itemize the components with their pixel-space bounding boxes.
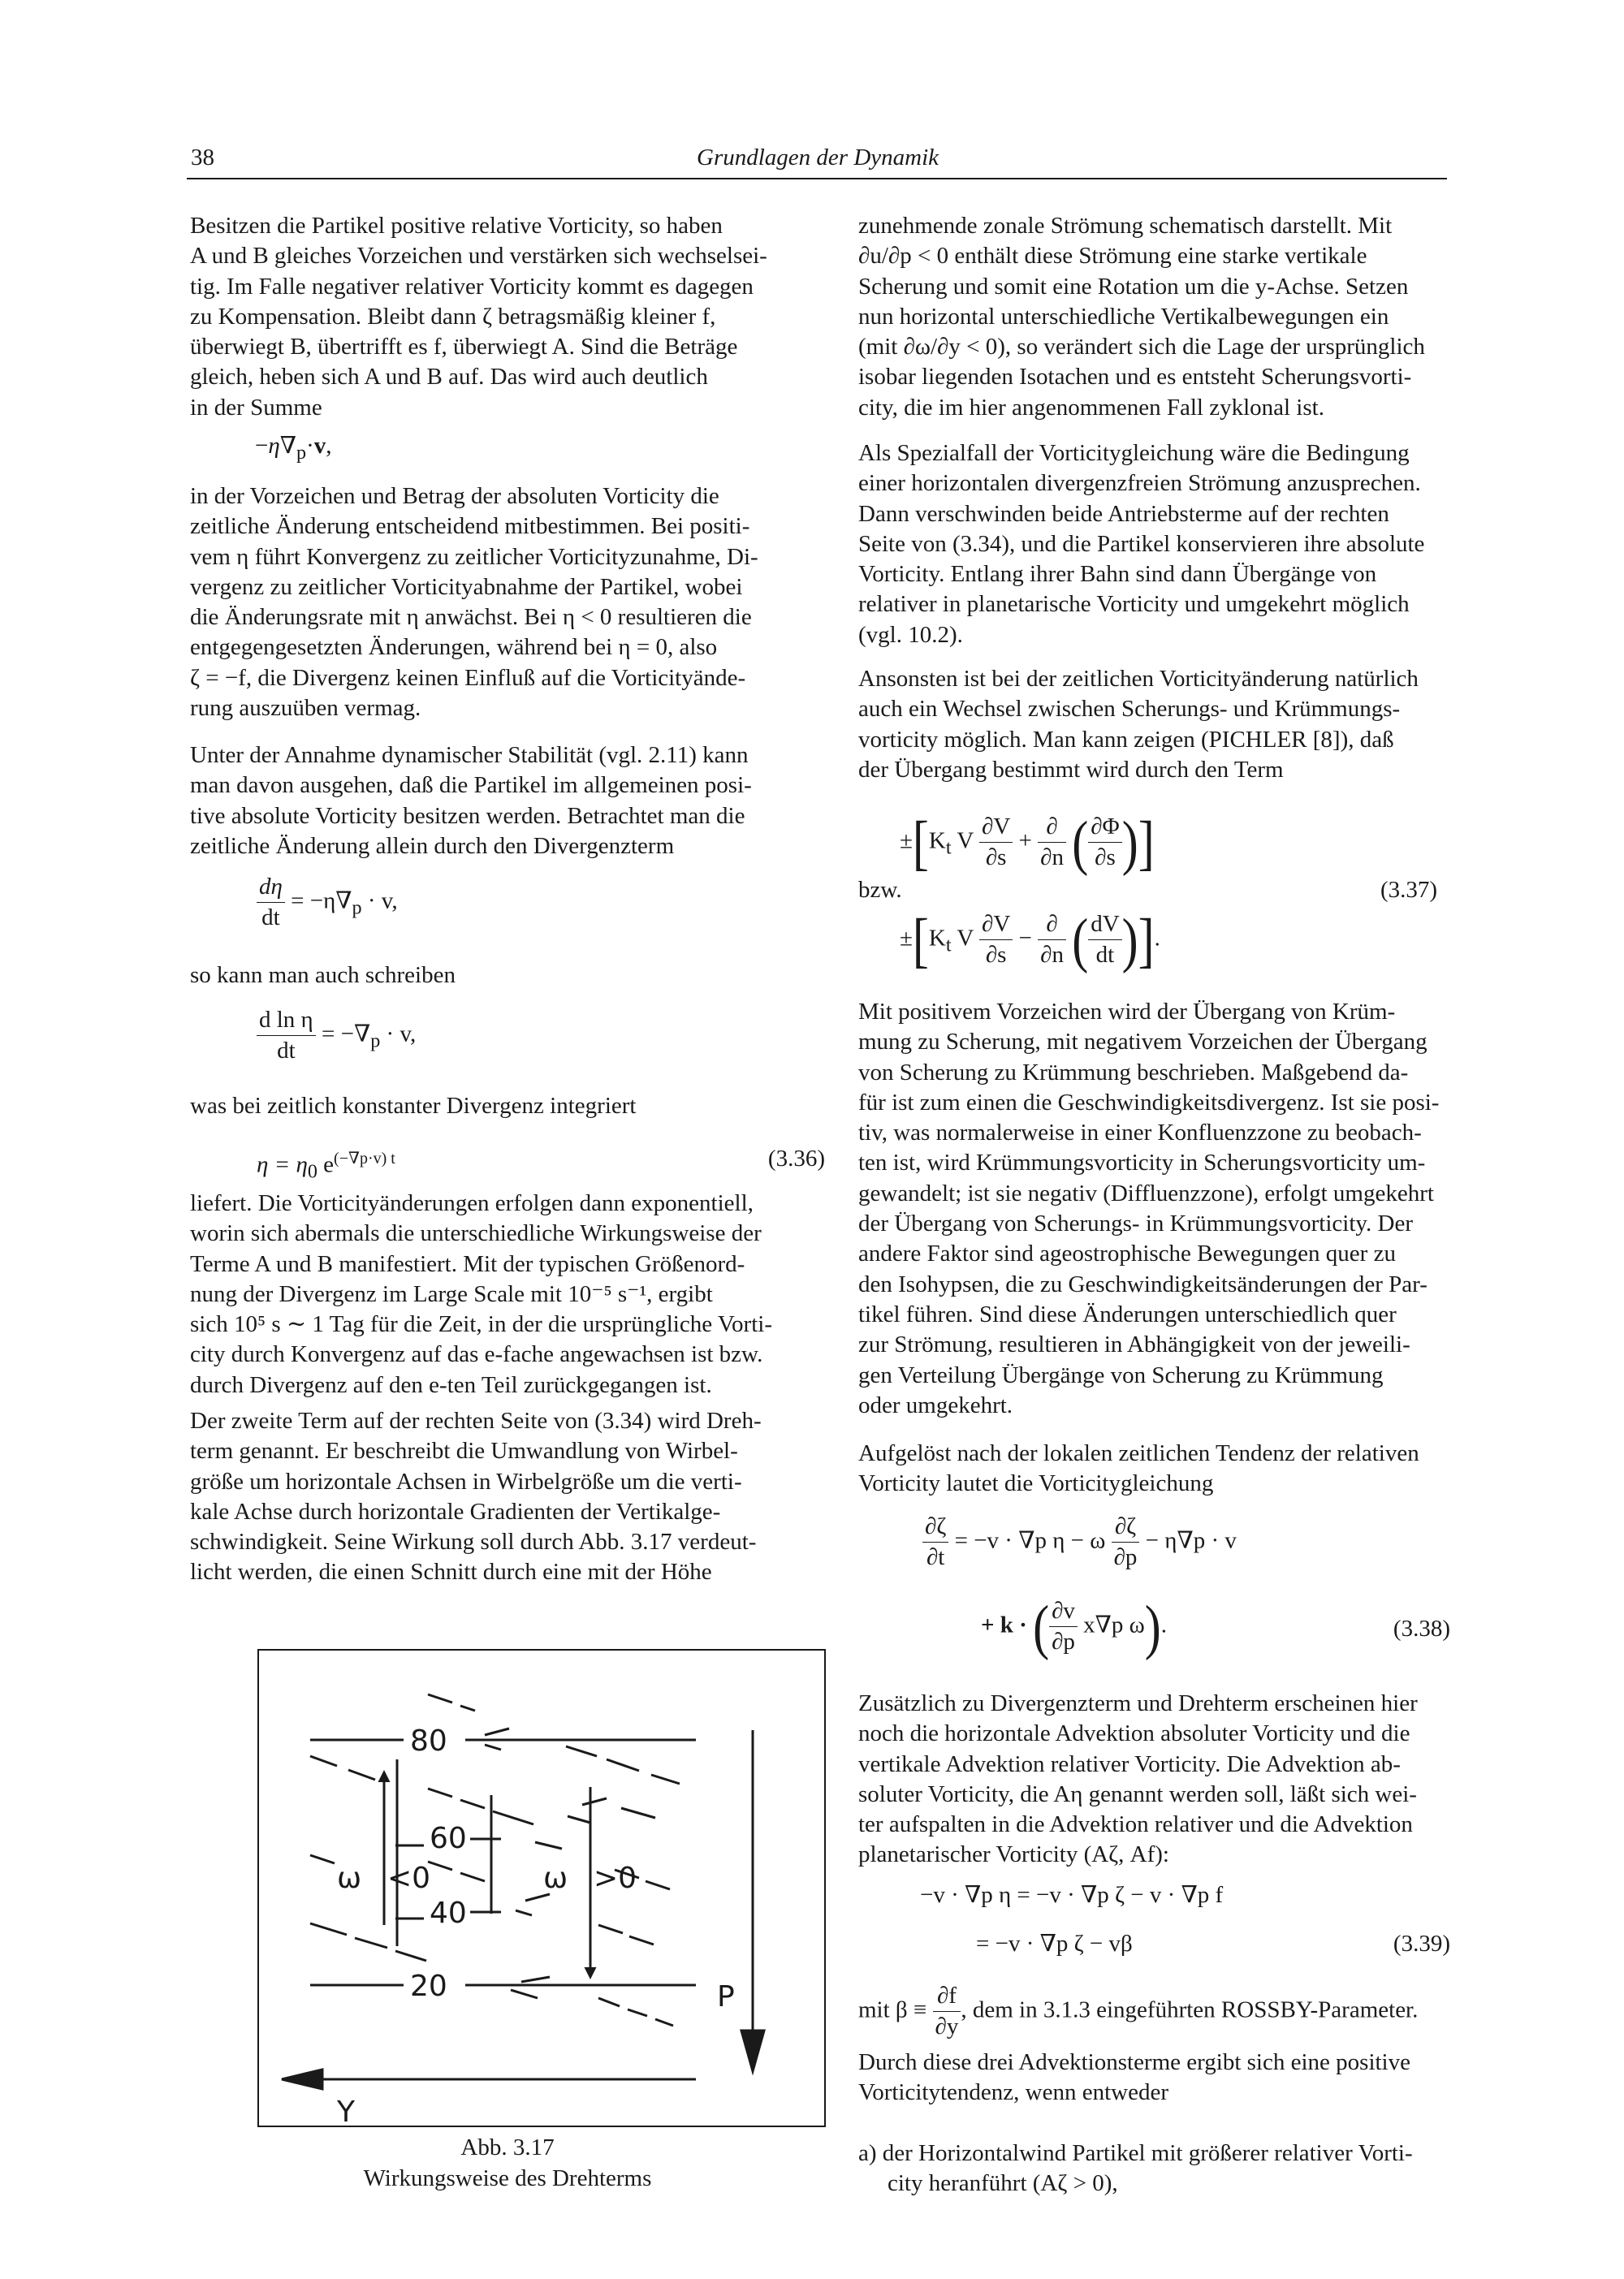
- text-line: Der zweite Term auf der rechten Seite von (3.34) wird Dreh-: [190, 1408, 762, 1434]
- beta-definition: mit β ≡ $\frac{\partial f}{\partial y}$ , dem in 3.1.3 eingeführten ROSSBY-Parameter.: [858, 1983, 1419, 2040]
- text-line: Mit positivem Vorzeichen wird der Übergang von Krüm-: [858, 999, 1396, 1025]
- text-line: für ist zum einen die Geschwindigkeitsdivergenz. Ist sie posi-: [858, 1089, 1440, 1116]
- text-line: relativer in planetarische Vorticity und umgekehrt möglich: [858, 591, 1410, 618]
- left-paragraph-4: so kann man auch schreiben: [190, 962, 456, 988]
- right-paragraph-6: [858, 1689, 1449, 1871]
- text-line: city, die im hier angenommenen Fall zyklonal ist.: [858, 394, 1324, 421]
- y-axis-label: Y: [337, 2096, 355, 2127]
- omega-condition-right: >0: [594, 1862, 637, 1895]
- text-line: a) der Horizontalwind Partikel mit größerer relativer Vorti-: [858, 2140, 1413, 2166]
- text-line: nung der Divergenz im Large Scale mit 10⁻⁵ s⁻¹, ergibt: [190, 1280, 713, 1307]
- text-line: Zusätzlich zu Divergenzterm und Drehterm erscheinen hier: [858, 1690, 1418, 1716]
- text-line: auch ein Wechsel zwischen Scherungs- und Krümmungs-: [858, 696, 1401, 723]
- equation-3-36: $\eta = \eta_0$ $e^{(-\nabla p\cdot v) t}$ (3.36): [257, 1146, 825, 1183]
- text-line: tikel führen. Sind diese Änderungen unterschiedlich quer: [858, 1301, 1397, 1327]
- fraction: $\frac{d\eta}{dt}$: [257, 872, 285, 934]
- text-line: A und B gleiches Vorzeichen und verstärken sich wechselsei-: [190, 243, 767, 270]
- text-line: Seite von (3.34), und die Partikel konservieren ihre absolute: [858, 530, 1425, 557]
- text-line: ter aufspalten in die Advektion relativer und die Advektion: [858, 1811, 1413, 1838]
- text-line: gen Verteilung Übergänge von Scherung zu Krümmung: [858, 1362, 1384, 1388]
- text-line: die Änderungsrate mit η anwächst. Bei η < 0 resultieren die: [190, 604, 752, 631]
- isobar-label-40: 40: [430, 1897, 467, 1930]
- text-line: den Isohypsen, die zu Geschwindigkeitsänderungen der Par-: [858, 1271, 1427, 1297]
- text-line: zeitliche Änderung allein durch den Divergenzterm: [190, 832, 675, 859]
- text-line: Als Spezialfall der Vorticitygleichung wäre die Bedingung: [858, 440, 1410, 466]
- text-line: in der Vorzeichen und Betrag der absoluten Vorticity die: [190, 483, 719, 509]
- fraction: $\frac{\text{d ln η}}{dt}$: [257, 1005, 316, 1067]
- equation-number: (3.38): [1393, 1616, 1450, 1642]
- text-line: zu Kompensation. Bleibt dann ζ betragsmäßig kleiner f,: [190, 303, 716, 330]
- figure-caption-number: Abb. 3.17: [460, 2134, 555, 2160]
- text-line: entgegengesetzten Änderungen, während bei η = 0, also: [190, 634, 718, 661]
- left-paragraph-2: [190, 481, 825, 723]
- equation-3-39-line-1: −v · ∇p η = −v · ∇p ζ − v · ∇p f: [920, 1882, 1224, 1908]
- text-line: mung zu Scherung, mit negativem Vorzeichen der Übergang: [858, 1029, 1427, 1055]
- right-paragraph-7: [858, 2048, 1449, 2109]
- equation-3-39-line-2: = −v · ∇p ζ − vβ (3.39): [976, 1929, 1450, 1959]
- isobar-label-20: 20: [410, 1970, 447, 2003]
- equation-3-38-line-1: $\frac{\partial\zeta}{\partial t}$ = −v · ∇p η − ω $\frac{\partial\zeta}{\partial p}$ − η∇p · v: [922, 1512, 1237, 1573]
- text-line: tiv, was normalerweise in einer Konfluenzzone zu beobach-: [858, 1120, 1422, 1146]
- text-line: einer horizontalen divergenzfreien Strömung anzusprechen.: [858, 470, 1421, 497]
- text-line: vorticity möglich. Man kann zeigen (PICHLER [8]), daß: [858, 726, 1394, 753]
- isobar-label-80: 80: [410, 1724, 447, 1758]
- left-paragraph-6: [190, 1189, 825, 1401]
- text-line: zunehmende zonale Strömung schematisch darstellt. Mit: [858, 213, 1393, 239]
- text-line: man davon ausgehen, daß die Partikel im allgemeinen posi-: [190, 772, 752, 799]
- text-line: (mit ∂ω/∂y < 0), so verändert sich die Lage der ursprünglich: [858, 334, 1425, 360]
- equation-dln-eta: $\frac{\text{d ln η}}{dt}$ = $-\nabla_p \cdot v$,: [257, 1005, 416, 1067]
- text-line: worin sich abermals die unterschiedliche Wirkungsweise der: [190, 1220, 762, 1247]
- text-line: gewandelt; ist sie negativ (Diffluenzzone), erfolgt umgekehrt: [858, 1180, 1434, 1206]
- text-line: kale Achse durch horizontale Gradienten der Vertikalge-: [190, 1498, 721, 1525]
- text-line: andere Faktor sind ageostrophische Bewegungen quer zu: [858, 1241, 1396, 1267]
- omega-label-left: ω: [337, 1862, 362, 1895]
- p-axis-label: P: [717, 1980, 735, 2014]
- right-paragraph-3: [858, 664, 1449, 785]
- text-line: nun horizontal unterschiedliche Vertikalbewegungen ein: [858, 303, 1389, 330]
- isobar-label-60: 60: [430, 1822, 467, 1855]
- text-line: in der Summe: [190, 394, 322, 421]
- text-line: der Übergang von Scherungs- in Krümmungsvorticity. Der: [858, 1211, 1413, 1237]
- text-line: Scherung und somit eine Rotation um die y-Achse. Setzen: [858, 273, 1409, 300]
- omega-label-right: ω: [543, 1862, 568, 1895]
- header-rule: [187, 178, 1447, 179]
- right-paragraph-1: [858, 211, 1449, 423]
- left-paragraph-5: was bei zeitlich konstanter Divergenz integriert: [190, 1093, 637, 1119]
- text-line: tig. Im Falle negativer relativer Vorticity kommt es dagegen: [190, 273, 754, 300]
- text-line: ζ = −f, die Divergenz keinen Einfluß auf die Vorticityände-: [190, 664, 746, 691]
- right-paragraph-5: [858, 1439, 1449, 1500]
- text-line: Durch diese drei Advektionsterme ergibt sich eine positive: [858, 2049, 1410, 2075]
- text-line: isobar liegenden Isotachen und es entsteht Scherungsvorti-: [858, 364, 1412, 391]
- text-line: vergenz zu zeitlicher Vorticityabnahme der Partikel, wobei: [190, 573, 743, 600]
- equation-number: (3.37): [1380, 877, 1438, 903]
- text-line: Besitzen die Partikel positive relative Vorticity, so haben: [190, 213, 723, 239]
- text-line: city heranführt (Aζ > 0),: [888, 2170, 1118, 2197]
- text-line: überwiegt B, übertrifft es f, überwiegt A. Sind die Beträge: [190, 334, 738, 360]
- text-line: vem η führt Konvergenz zu zeitlicher Vorticityzunahme, Di-: [190, 543, 758, 570]
- text-line: vertikale Advektion relativer Vorticity. Die Advektion ab-: [858, 1750, 1401, 1777]
- text-line: größe um horizontale Achsen in Wirbelgröße um die verti-: [190, 1468, 742, 1495]
- omega-condition-left: <0: [387, 1862, 431, 1895]
- text-line: liefert. Die Vorticityänderungen erfolgen dann exponentiell,: [190, 1190, 754, 1216]
- equation-bzw: bzw.: [858, 877, 902, 903]
- text-line: oder umgekehrt.: [858, 1392, 1013, 1418]
- left-paragraph-3: [190, 740, 825, 861]
- right-paragraph-4: [858, 997, 1449, 1421]
- text-line: Ansonsten ist bei der zeitlichen Vorticityänderung natürlich: [858, 666, 1419, 692]
- text-line: city durch Konvergenz auf das e-fache angewachsen ist bzw.: [190, 1341, 763, 1368]
- text-line: schwindigkeit. Seine Wirkung soll durch Abb. 3.17 verdeut-: [190, 1529, 757, 1556]
- text-line: Unter der Annahme dynamischer Stabilität (vgl. 2.11) kann: [190, 742, 749, 768]
- text-line: term genannt. Er beschreibt die Umwandlung von Wirbel-: [190, 1438, 738, 1465]
- text-line: Dann verschwinden beide Antriebsterme auf der rechten: [858, 500, 1389, 527]
- text-line: Terme A und B manifestiert. Mit der typischen Größenord-: [190, 1250, 745, 1277]
- text-line: der Übergang bestimmt wird durch den Term: [858, 756, 1284, 783]
- text-line: rung auszuüben vermag.: [190, 695, 421, 722]
- figure-caption-text: Wirkungsweise des Drehterms: [363, 2165, 652, 2191]
- text-line: zur Strömung, resultieren in Abhängigkeit von der jeweili-: [858, 1332, 1410, 1358]
- text-line: zeitliche Änderung entscheidend mitbestimmen. Bei positi-: [190, 513, 750, 540]
- text-line: durch Divergenz auf den e-ten Teil zurückgegangen ist.: [190, 1371, 712, 1398]
- left-paragraph-1: [190, 211, 825, 423]
- text-line: soluter Vorticity, die Aη genannt werden soll, läßt sich wei-: [858, 1780, 1417, 1807]
- equation-sum: $-\eta\nabla_p\cdot v$,: [255, 433, 332, 464]
- text-line: Vorticity. Entlang ihrer Bahn sind dann Übergänge von: [858, 561, 1377, 588]
- text-line: noch die horizontale Advektion absoluter Vorticity und die: [858, 1720, 1410, 1747]
- text-line: ∂u/∂p < 0 enthält diese Strömung eine starke vertikale: [858, 243, 1367, 270]
- figure-overlay: [257, 1649, 826, 2127]
- equation-number: (3.39): [1393, 1931, 1450, 1957]
- list-item-a: [858, 2139, 1449, 2199]
- left-paragraph-7: [190, 1406, 825, 1588]
- text-line: planetarischer Vorticity (Aζ, Af):: [858, 1841, 1169, 1868]
- text-line: Vorticitytendenz, wenn entweder: [858, 2079, 1168, 2106]
- text-line: von Scherung zu Krümmung beschrieben. Maßgebend da-: [858, 1059, 1409, 1086]
- equation-number: (3.36): [767, 1146, 825, 1172]
- text-line: sich 10⁵ s ∼ 1 Tag für die Zeit, in der die ursprüngliche Vorti-: [190, 1311, 772, 1338]
- right-paragraph-2: [858, 438, 1449, 650]
- equation-3-37-term-1: $\pm[K_t$ V $\frac{\partial V}{\partial s}$ + $\frac{\partial}{\partial n}$ ( $\frac{\partial\Phi}{\partial s}$ )]: [900, 809, 1155, 877]
- equation-3-38-line-2: + k · ( $\frac{\partial v}{\partial p}$ x∇p ω). (3.38): [981, 1593, 1450, 1661]
- running-title: Grundlagen der Dynamik: [697, 145, 939, 170]
- text-line: Vorticity lautet die Vorticitygleichung: [858, 1470, 1214, 1497]
- page-number: 38: [191, 145, 214, 170]
- text-line: (vgl. 10.2).: [858, 621, 963, 648]
- equation-3-37-term-2: $\pm[K_t$ V $\frac{\partial V}{\partial s}$ − $\frac{\partial}{\partial n}$ ( $\frac{dV}{dt}$ )].: [900, 906, 1160, 974]
- text-line: licht werden, die einen Schnitt durch eine mit der Höhe: [190, 1559, 712, 1586]
- text-line: Aufgelöst nach der lokalen zeitlichen Tendenz der relativen: [858, 1440, 1419, 1466]
- equation-deta-dt: $\frac{d\eta}{dt}$ = $-\eta\nabla_p \cdot v$,: [257, 872, 398, 934]
- text-line: gleich, heben sich A und B auf. Das wird auch deutlich: [190, 364, 708, 391]
- text-line: ten ist, wird Krümmungsvorticity in Scherungsvorticity um-: [858, 1150, 1426, 1176]
- text-line: tive absolute Vorticity besitzen werden. Betrachtet man die: [190, 802, 745, 829]
